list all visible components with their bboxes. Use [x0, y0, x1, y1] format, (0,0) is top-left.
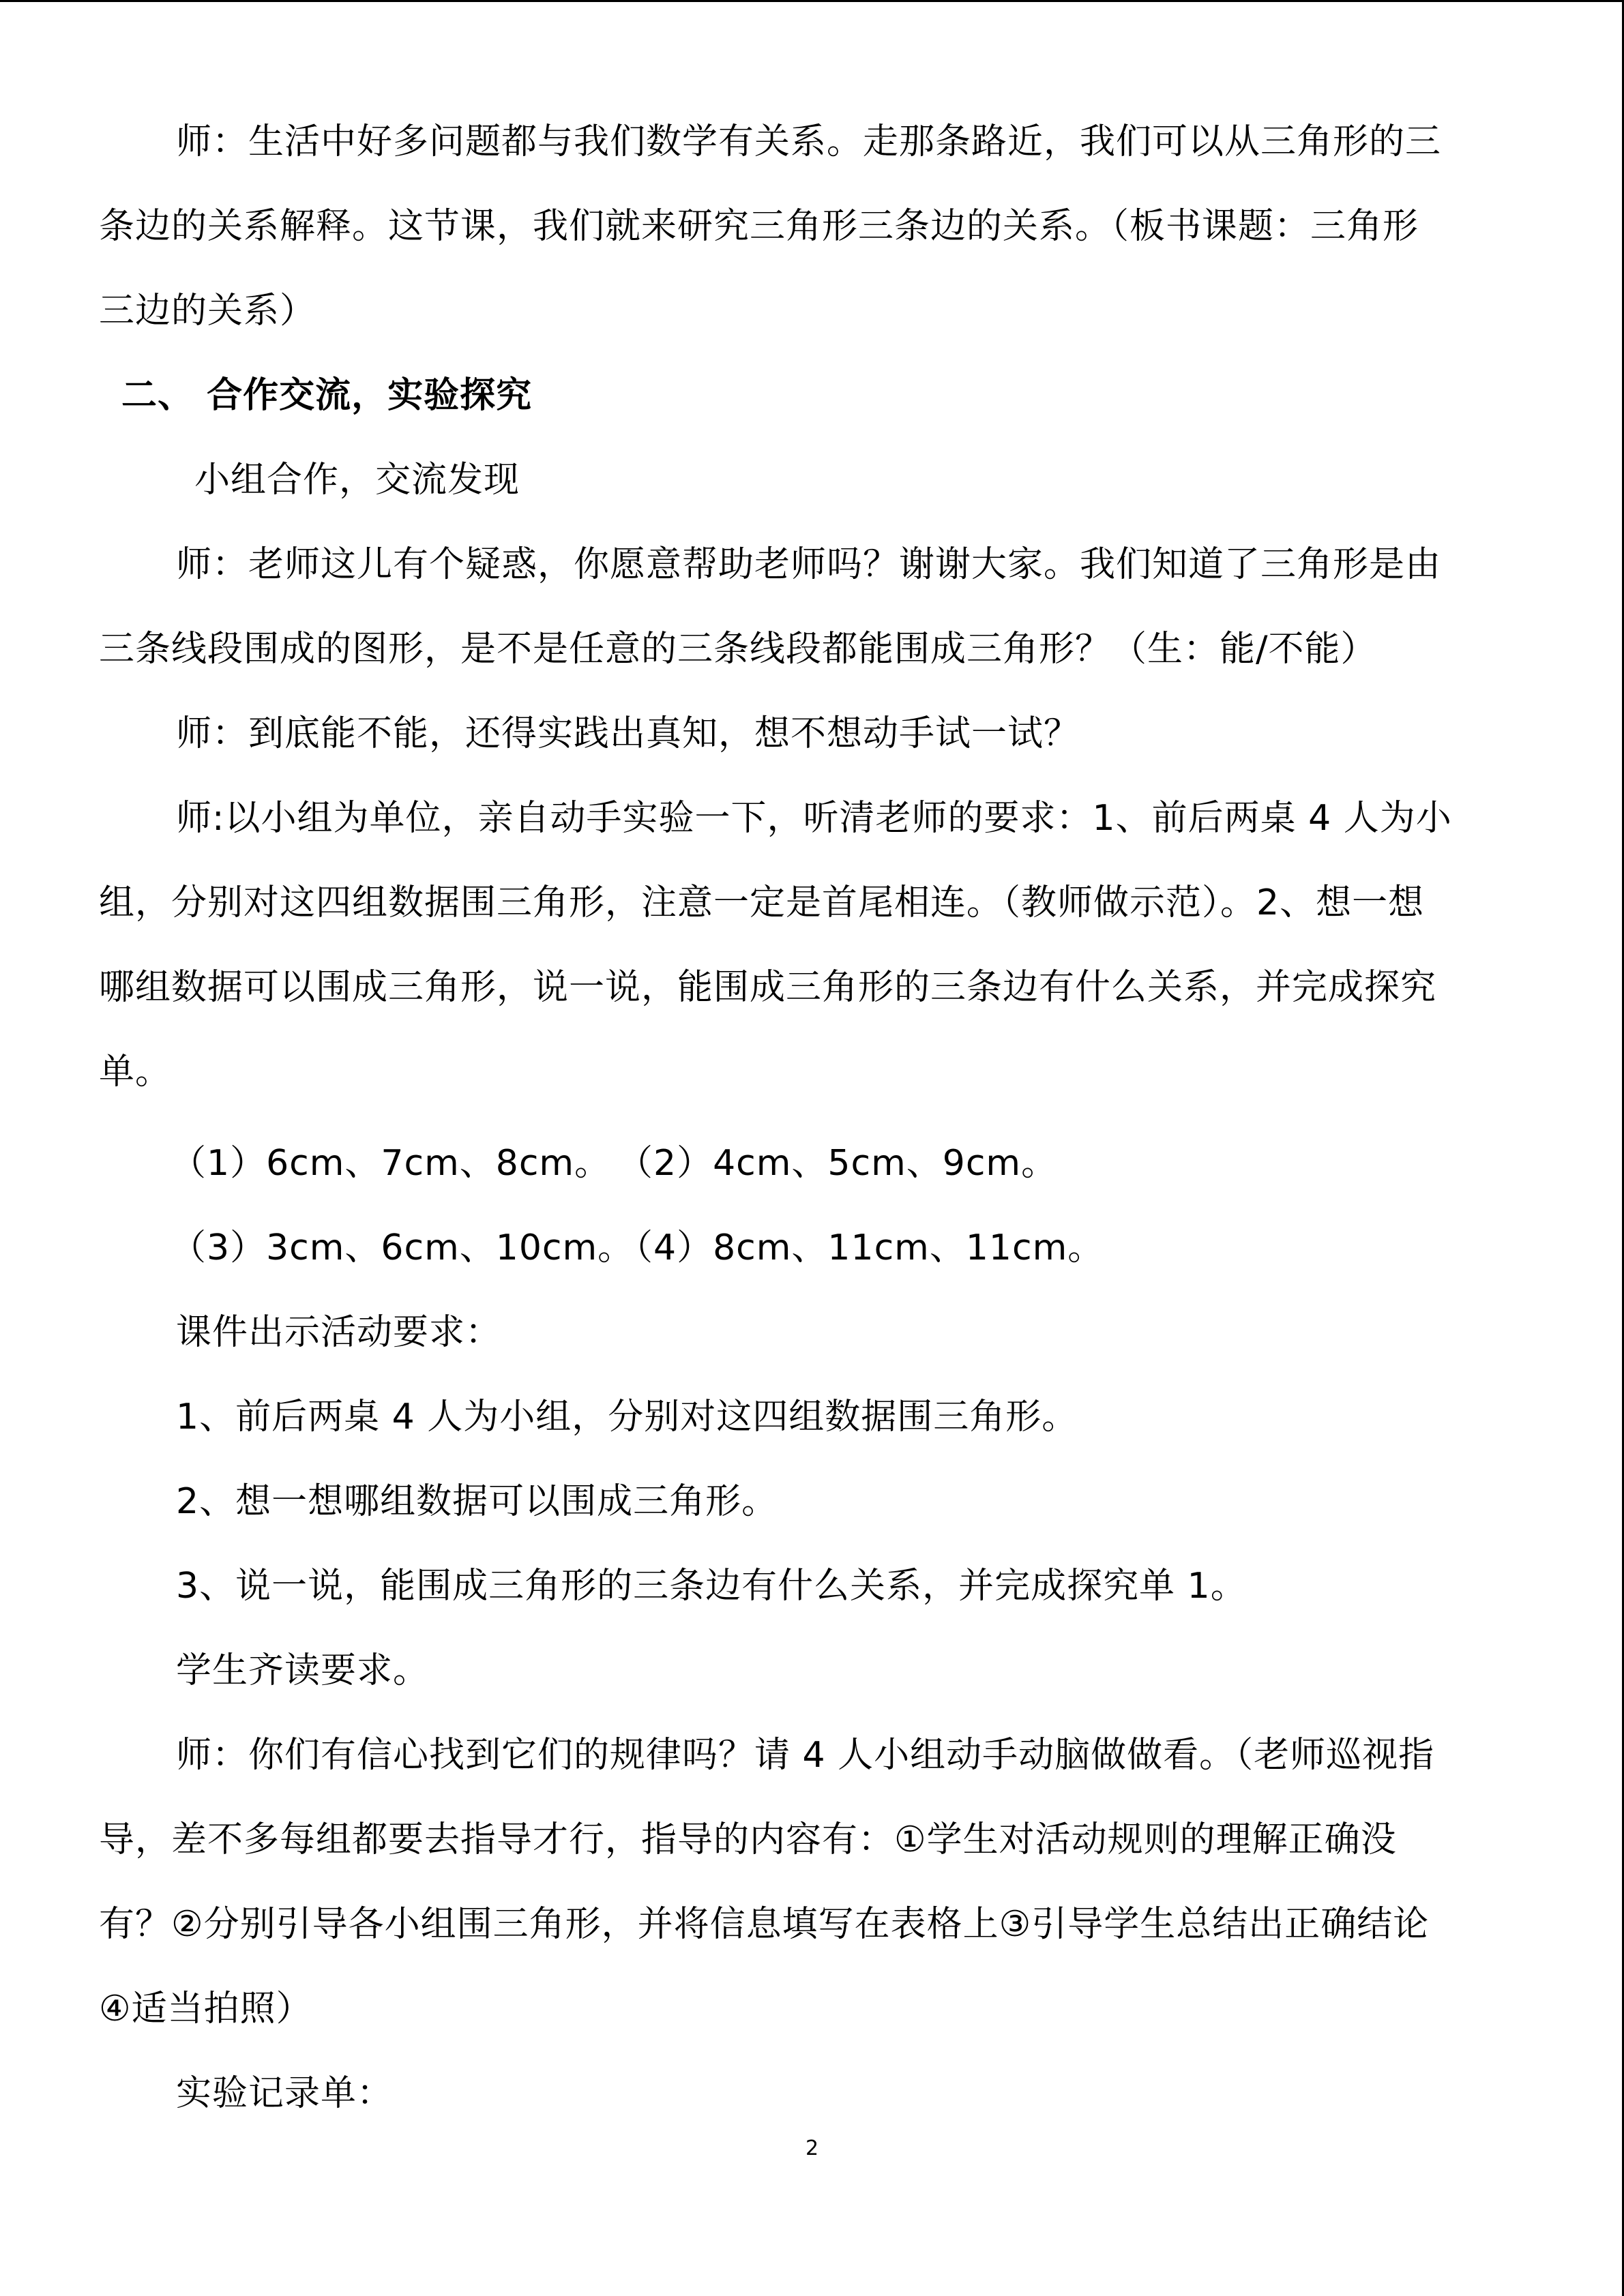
paragraph-line: 条边的关系解释。这节课，我们就来研究三角形三条边的关系。（板书课题：三角形 — [99, 206, 1419, 247]
paragraph-line: 师：到底能不能，还得实践出真知，想不想动手试一试？ — [176, 713, 1080, 754]
page-number: 2 — [805, 2136, 819, 2160]
paragraph-line: 有？②分别引导各小组围三角形，并将信息填写在表格上③引导学生总结出正确结论 — [99, 1904, 1430, 1945]
data-group-1: （1）6cm、7cm、8cm。 — [171, 1143, 611, 1184]
data-group-4: （4）8cm、11cm、11cm。 — [617, 1227, 1104, 1268]
section-heading: 二、 合作交流，实验探究 — [121, 375, 533, 416]
paragraph-line: 三边的关系） — [99, 290, 316, 331]
data-group-2: （2）4cm、5cm、9cm。 — [617, 1143, 1058, 1184]
paragraph-line: 师：生活中好多问题都与我们数学有关系。走那条路近，我们可以从三角形的三 — [176, 121, 1442, 162]
paragraph-line: 师：老师这儿有个疑惑，你愿意帮助老师吗？谢谢大家。我们知道了三角形是由 — [176, 544, 1442, 585]
paragraph-line: 课件出示活动要求： — [176, 1312, 502, 1353]
paragraph-line: ④适当拍照） — [99, 1988, 312, 2029]
paragraph-line: 实验记录单： — [176, 2073, 394, 2114]
requirement-item-3: 3、说一说，能围成三角形的三条边有什么关系，并完成探究单 1。 — [176, 1566, 1247, 1607]
paragraph-line: 哪组数据可以围成三角形，说一说，能围成三角形的三条边有什么关系，并完成探究 — [99, 967, 1437, 1008]
requirement-item-2: 2、想一想哪组数据可以围成三角形。 — [176, 1481, 778, 1522]
paragraph-line: 学生齐读要求。 — [176, 1650, 430, 1691]
requirement-item-1: 1、前后两桌 4 人为小组，分别对这四组数据围三角形。 — [176, 1397, 1078, 1437]
paragraph-line: 师：你们有信心找到它们的规律吗？请 4 人小组动手动脑做做看。（老师巡视指 — [176, 1735, 1435, 1776]
paragraph-line: 师:以小组为单位，亲自动手实验一下，听清老师的要求：1、前后两桌 4 人为小 — [176, 798, 1452, 839]
paragraph-line: 单。 — [99, 1052, 172, 1092]
paragraph-line: 三条线段围成的图形，是不是任意的三条线段都能围成三角形？（生：能/不能） — [99, 629, 1377, 670]
data-group-3: （3）3cm、6cm、10cm。 — [171, 1227, 634, 1268]
paragraph-line: 导，差不多每组都要去指导才行，指导的内容有：①学生对活动规则的理解正确没 — [99, 1819, 1397, 1860]
subheading: 小组合作，交流发现 — [194, 460, 520, 501]
paragraph-line: 组，分别对这四组数据围三角形，注意一定是首尾相连。（教师做示范）。2、想一想 — [99, 882, 1425, 923]
